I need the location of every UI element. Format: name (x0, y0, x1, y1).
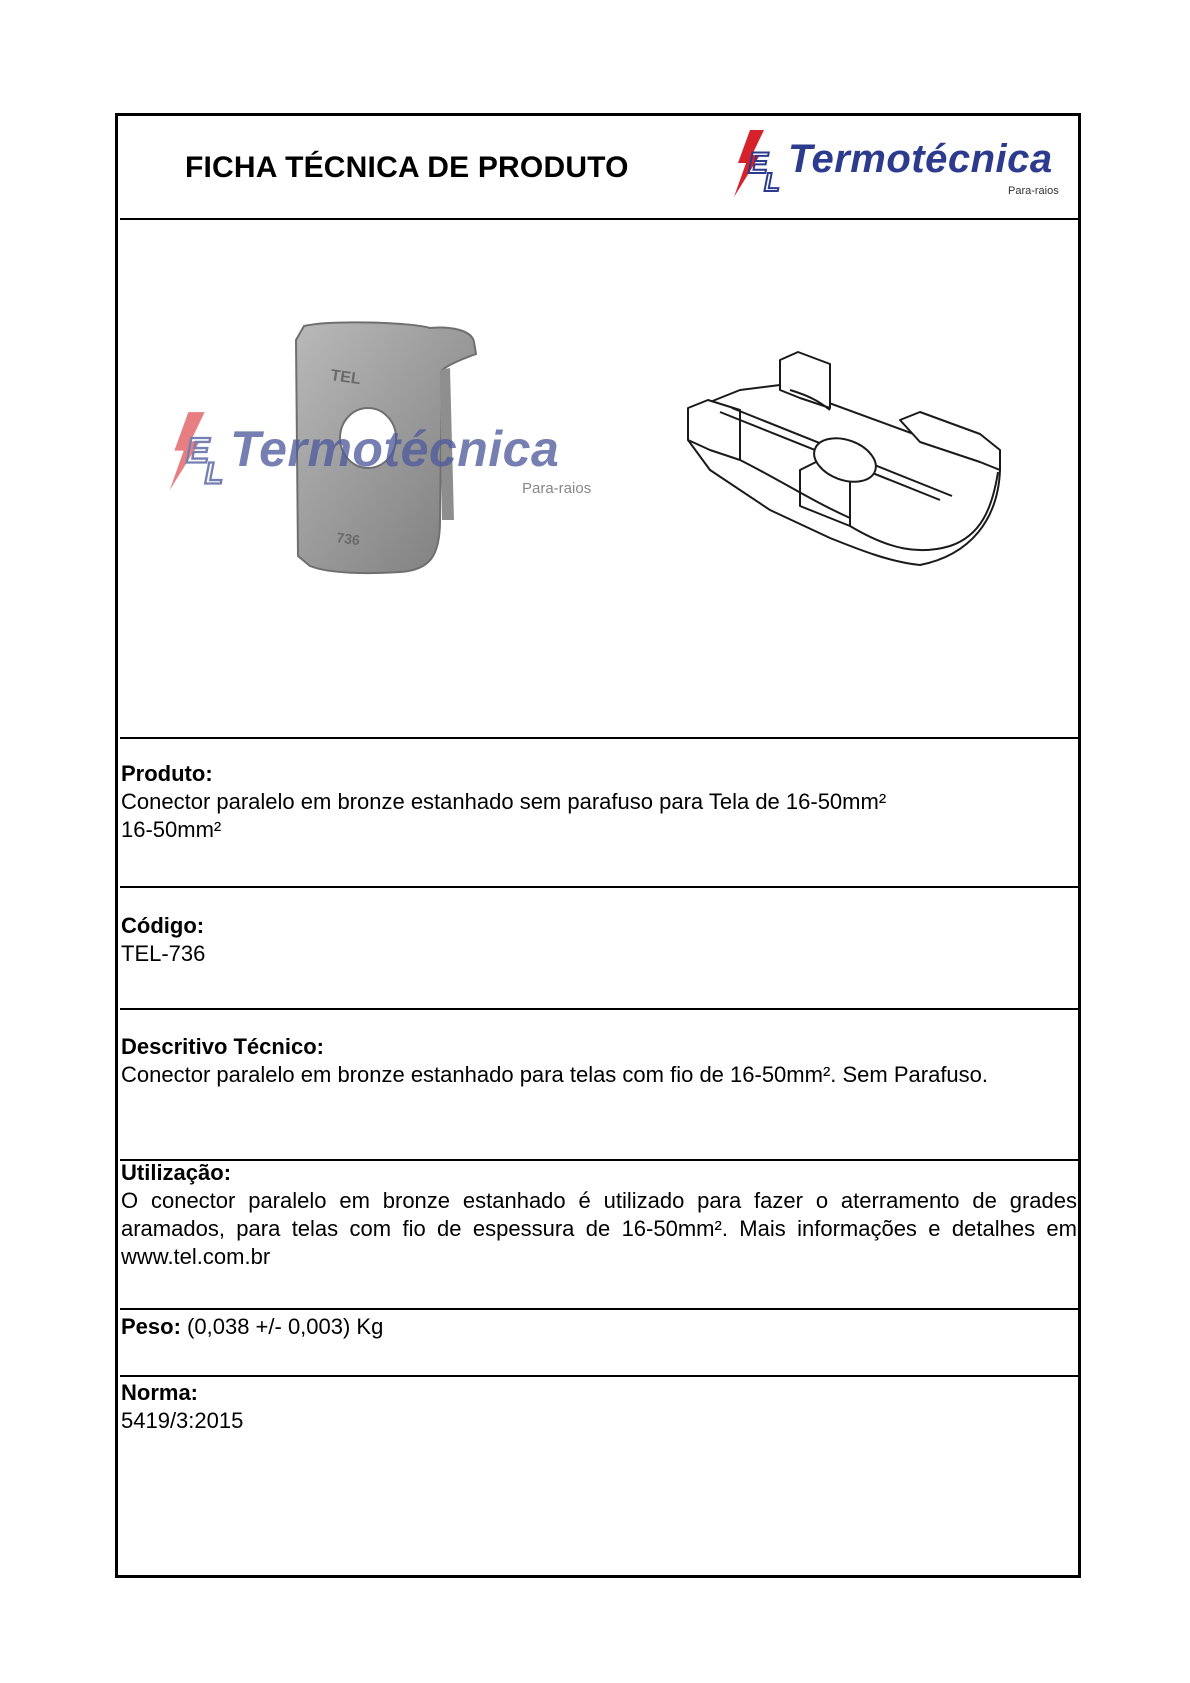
photo-watermark-logo (165, 400, 615, 510)
section-descritivo (121, 1033, 1077, 1089)
company-logo (730, 125, 1070, 200)
watermark-tagline: Para-raios (522, 480, 592, 497)
watermark-lightning-icon (165, 400, 235, 500)
photo-mark-code: 736 (335, 529, 361, 549)
section-norma (121, 1379, 1077, 1435)
produto-description: Conector paralelo em bronze estanhado sem parafuso para Tela de 16-50mm² (121, 789, 887, 814)
page-title: FICHA TÉCNICA DE PRODUTO (185, 151, 629, 184)
svg-text:L: L (204, 457, 224, 491)
watermark-brand-name: Termotécnica (230, 421, 560, 477)
logo-brand-name: Termotécnica (788, 137, 1053, 181)
section-produto (121, 760, 1077, 844)
produto-size: 16-50mm² (121, 817, 222, 842)
datasheet-frame (115, 113, 1081, 1578)
section-utilizacao (121, 1159, 1077, 1271)
norma-value: 5419/3:2015 (121, 1408, 244, 1433)
svg-text:E: E (186, 431, 210, 471)
utilizacao-label: Utilização: (121, 1160, 232, 1185)
tel-lightning-icon (730, 125, 790, 200)
svg-text:E: E (748, 147, 769, 180)
svg-text:L: L (764, 167, 780, 197)
divider (120, 1308, 1078, 1310)
divider (120, 1008, 1078, 1010)
photo-mark-tel: TEL (329, 367, 362, 389)
logo-tagline: Para-raios (1008, 185, 1059, 197)
divider (120, 1375, 1078, 1377)
utilizacao-value: O conector paralelo em bronze estanhado é utilizado para fazer o aterramento de grades aramados, para telas com fio de espessura de 16-50mm². Mais informações e detalhes em www.tel.com.br (121, 1188, 1077, 1269)
codigo-value: TEL-736 (121, 941, 206, 966)
section-peso (121, 1313, 1077, 1341)
divider (120, 737, 1078, 739)
section-codigo (121, 912, 1077, 968)
product-technical-drawing (680, 350, 1025, 580)
descritivo-label: Descritivo Técnico: (121, 1034, 324, 1059)
divider (120, 886, 1078, 888)
codigo-label: Código: (121, 913, 205, 938)
descritivo-value: Conector paralelo em bronze estanhado para telas com fio de 16-50mm². Sem Parafuso. (121, 1062, 989, 1087)
peso-value: (0,038 +/- 0,003) Kg (187, 1314, 384, 1339)
divider (120, 218, 1078, 220)
peso-label: Peso: (121, 1314, 181, 1339)
norma-label: Norma: (121, 1380, 199, 1405)
produto-label: Produto: (121, 761, 213, 786)
